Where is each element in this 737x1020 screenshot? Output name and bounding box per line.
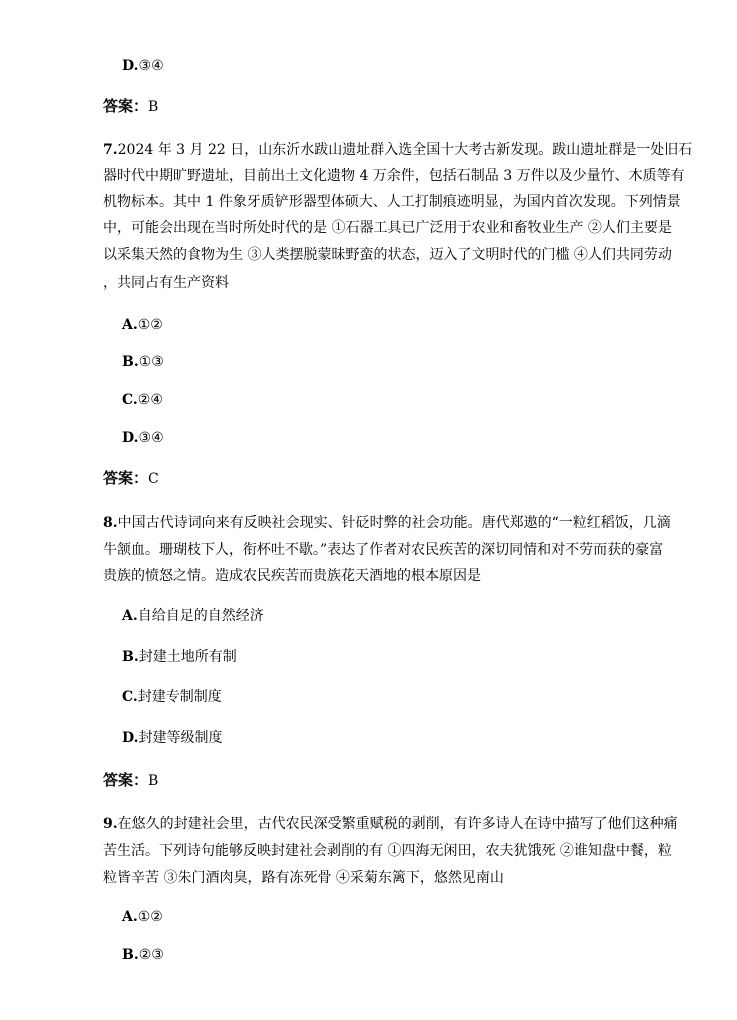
q7-option-c: C.②④ xyxy=(122,392,163,408)
q8-answer: 答案：B xyxy=(103,771,159,789)
q7-answer: 答案：C xyxy=(103,469,159,487)
q8-line-3: 贵族的愤怒之情。造成农民疾苦而贵族花天酒地的根本原因是 xyxy=(103,568,481,584)
q7-option-d: D.③④ xyxy=(122,430,164,446)
q7-line-3: 机物标本。其中 1 件象牙质铲形器型体硕大、人工打制痕迹明显，为国内首次发现。下列情景 xyxy=(103,194,681,210)
q7-line-5: 以采集天然的食物为生 ③人类摆脱蒙昧野蛮的状态，迈入了文明时代的门槛 ④人们共同劳动 xyxy=(103,247,672,263)
q8-option-a: A.自给自足的自然经济 xyxy=(122,608,264,624)
q8-option-d: D.封建等级制度 xyxy=(122,730,223,746)
q8-line-2: 牛颔血。珊瑚枝下人，衔杯吐不歇。”表达了作者对农民疾苦的深切同情和对不劳而获的豪富 xyxy=(103,542,664,558)
q9-option-b: B.②③ xyxy=(122,947,164,963)
q9-line-1: 9.在悠久的封建社会里，古代农民深受繁重赋税的剥削，有许多诗人在诗中描写了他们这种痛 xyxy=(103,816,678,832)
q6-answer: 答案：B xyxy=(103,97,159,115)
q7-option-a: A.①② xyxy=(122,317,163,333)
q7-line-6: ，共同占有生产资料 xyxy=(103,275,229,291)
q8-line-1: 8.中国古代诗词向来有反映社会现实、针砭时弊的社会功能。唐代郑遨的“一粒红稻饭，几滴 xyxy=(103,515,671,531)
q8-option-b: B.封建土地所有制 xyxy=(122,649,237,665)
q9-option-a: A.①② xyxy=(122,909,163,925)
q9-line-2: 苦生活。下列诗句能够反映封建社会剥削的有 ①四海无闲田，农夫犹饿死 ②谁知盘中餐，粒 xyxy=(103,843,672,859)
q7-line-4: 中，可能会出现在当时所处时代的是 ①石器工具已广泛用于农业和畜牧业生产 ②人们主要是 xyxy=(103,220,672,236)
q7-line-2: 器时代中期旷野遗址，目前出土文化遗物 4 万余件，包括石制品 3 万件以及少量竹、木质等有 xyxy=(103,168,685,184)
q7-line-1: 7.2024 年 3 月 22 日，山东沂水跋山遗址群入选全国十大考古新发现。跋山遗址群是一处旧石 xyxy=(103,142,693,158)
q9-line-3: 粒皆辛苦 ③朱门酒肉臭，路有冻死骨 ④采菊东篱下，悠然见南山 xyxy=(103,870,504,886)
q8-option-c: C.封建专制制度 xyxy=(122,689,222,705)
q7-option-b: B.①③ xyxy=(122,354,164,370)
q6-option-d: D.③④ xyxy=(122,58,164,74)
